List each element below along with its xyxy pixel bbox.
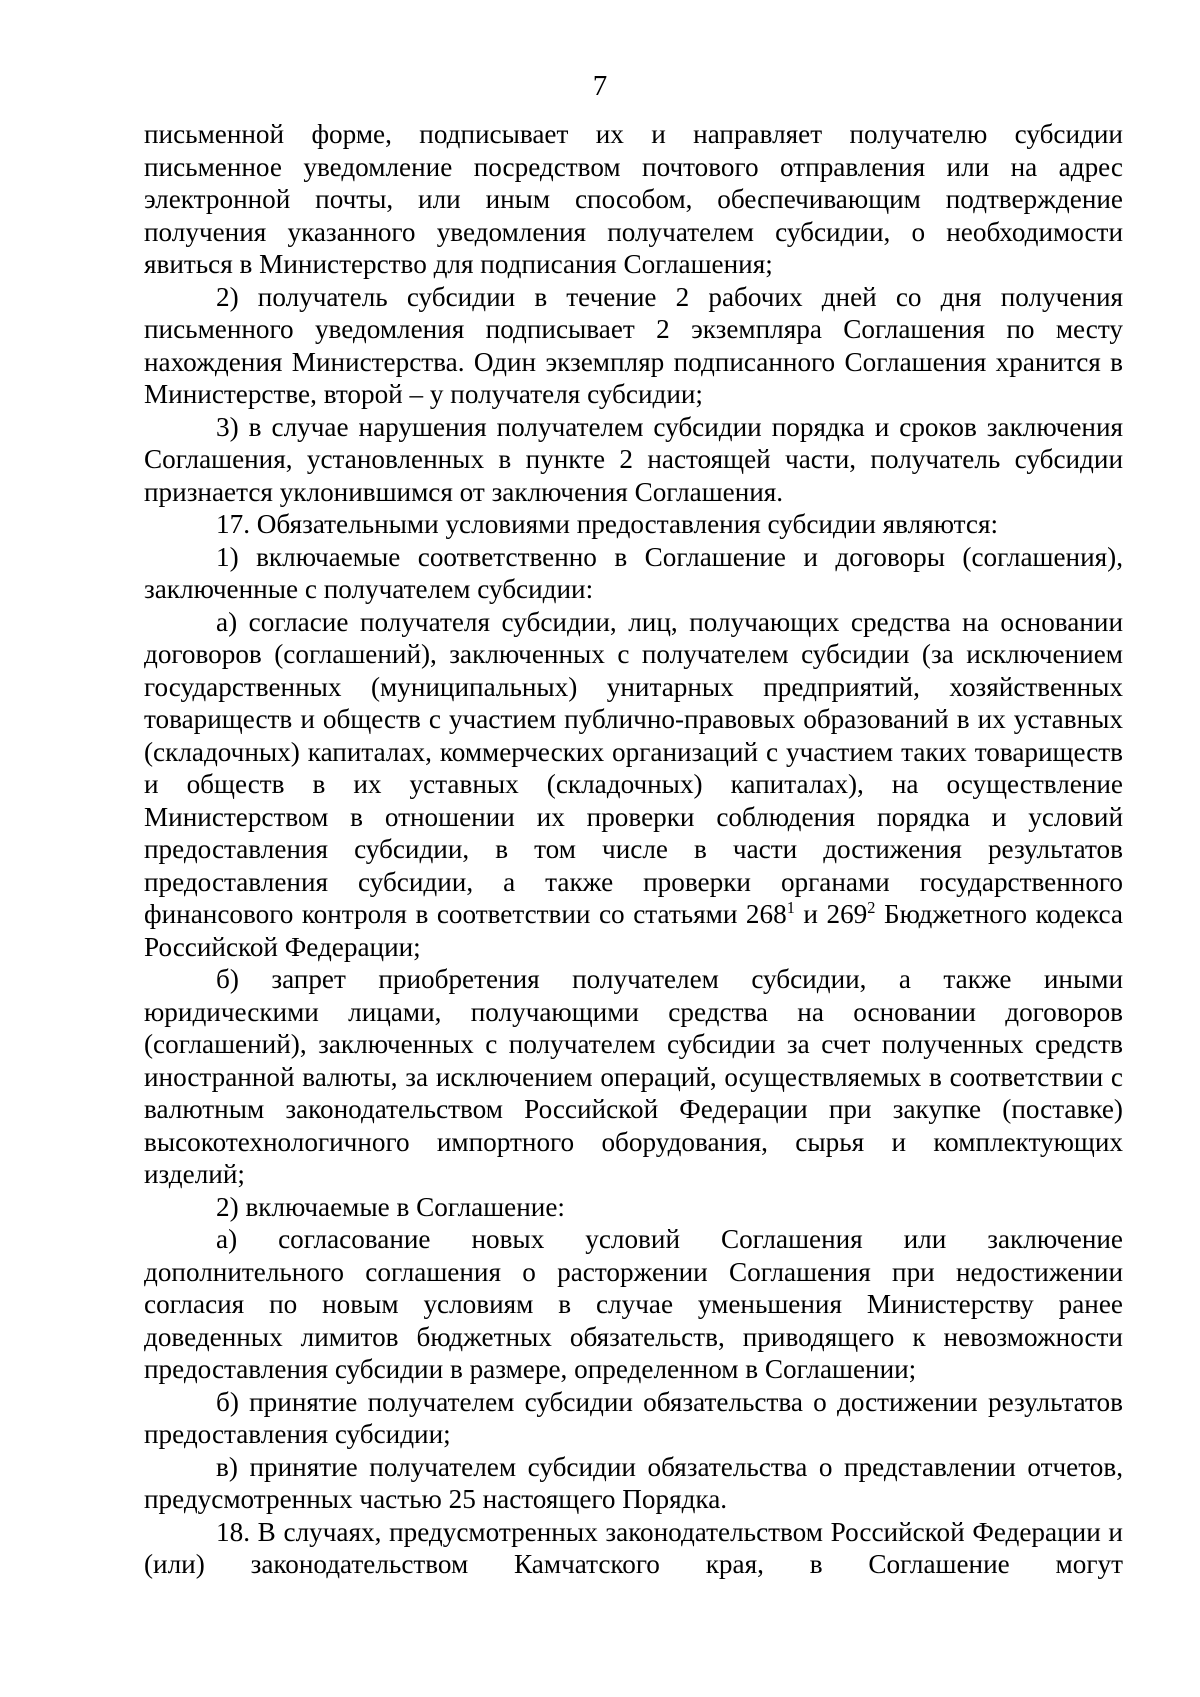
document-body [144,118,1123,1581]
paragraph-17-item-1a-end: Бюджетного кодекса Российской Федерации; [144,899,1123,962]
paragraph-17-item-1a-text: а) согласие получателя субсидии, лиц, получающих средства на основании договоров (соглашений), заключенных с получателем субсидии (за исключением государственных (муниципальных) унитарных предприятий, хозяйственных товариществ и обществ с участием публично-правовых образований в их уставных (складочных) капиталах, коммерческих организаций с участием таких товариществ и обществ в их уставных (складочных) капиталах), на осуществление Министерством в отношении их проверки соблюдения порядка и условий предоставления субсидии, в том числе в части достижения результатов предоставления субсидии, а также проверки органами государственного финансового контроля в соответствии со статьями 268 [144,606,1123,929]
paragraph-item-3: 3) в случае нарушения получателем субсидии порядка и сроков заключения Соглашения, установленных в пункте 2 настоящей части, получатель субсидии признается уклонившимся от заключения Соглашения. [144,411,1123,507]
paragraph-continuation: письменной форме, подписывает их и направляет получателю субсидии письменное уведомление посредством почтового отправления или на адрес электронной почты, или иным способом, обеспечивающим подтверждение получения указанного уведомления получателем субсидии, о необходимости явиться в Министерство для подписания Соглашения; [144,119,1123,279]
page-number: 7 [592,70,608,102]
paragraph-18: 18. В случаях, предусмотренных законодательством Российской Федерации и (или) законодательством Камчатского края, в Соглашение могут [144,1516,1123,1579]
paragraph-17-item-2b: б) принятие получателем субсидии обязательства о достижении результатов предоставления субсидии; [144,1386,1123,1449]
paragraph-17-item-1b: б) запрет приобретения получателем субсидии, а также иными юридическими лицами, получающими средства на основании договоров (соглашений), заключенных с получателем субсидии за счет полученных средств иностранной валюты, за исключением операций, осуществляемых в соответствии с валютным законодательством Российской Федерации при закупке (поставке) высокотехнологичного импортного оборудования, сырья и комплектующих изделий; [144,964,1123,1189]
paragraph-17-item-1a-middle: и 269 [794,899,868,929]
paragraph-17-item-1a [144,606,1123,964]
paragraph-17-heading: 17. Обязательными условиями предоставления субсидии являются: [216,509,999,539]
paragraph-17-item-2c: в) принятие получателем субсидии обязательства о представлении отчетов, предусмотренных частью 25 настоящего Порядка. [144,1451,1123,1514]
superscript-2: 2 [867,898,876,918]
paragraph-17-item-1: 1) включаемые соответственно в Соглашение и договоры (соглашения), заключенные с получателем субсидии: [144,541,1123,604]
paragraph-17-item-2a: а) согласование новых условий Соглашения или заключение дополнительного соглашения о расторжении Соглашения при недостижении согласия по новым условиям в случае уменьшения Министерству ранее доведенных лимитов бюджетных обязательств, приводящего к невозможности предоставления субсидии в размере, определенном в Соглашении; [144,1224,1123,1384]
superscript-1: 1 [786,898,795,918]
paragraph-item-2: 2) получатель субсидии в течение 2 рабочих дней со дня получения письменного уведомления подписывает 2 экземпляра Соглашения по месту нахождения Министерства. Один экземпляр подписанного Соглашения хранится в Министерстве, второй – у получателя субсидии; [144,281,1123,409]
paragraph-17-item-2: 2) включаемые в Соглашение: [216,1191,565,1222]
